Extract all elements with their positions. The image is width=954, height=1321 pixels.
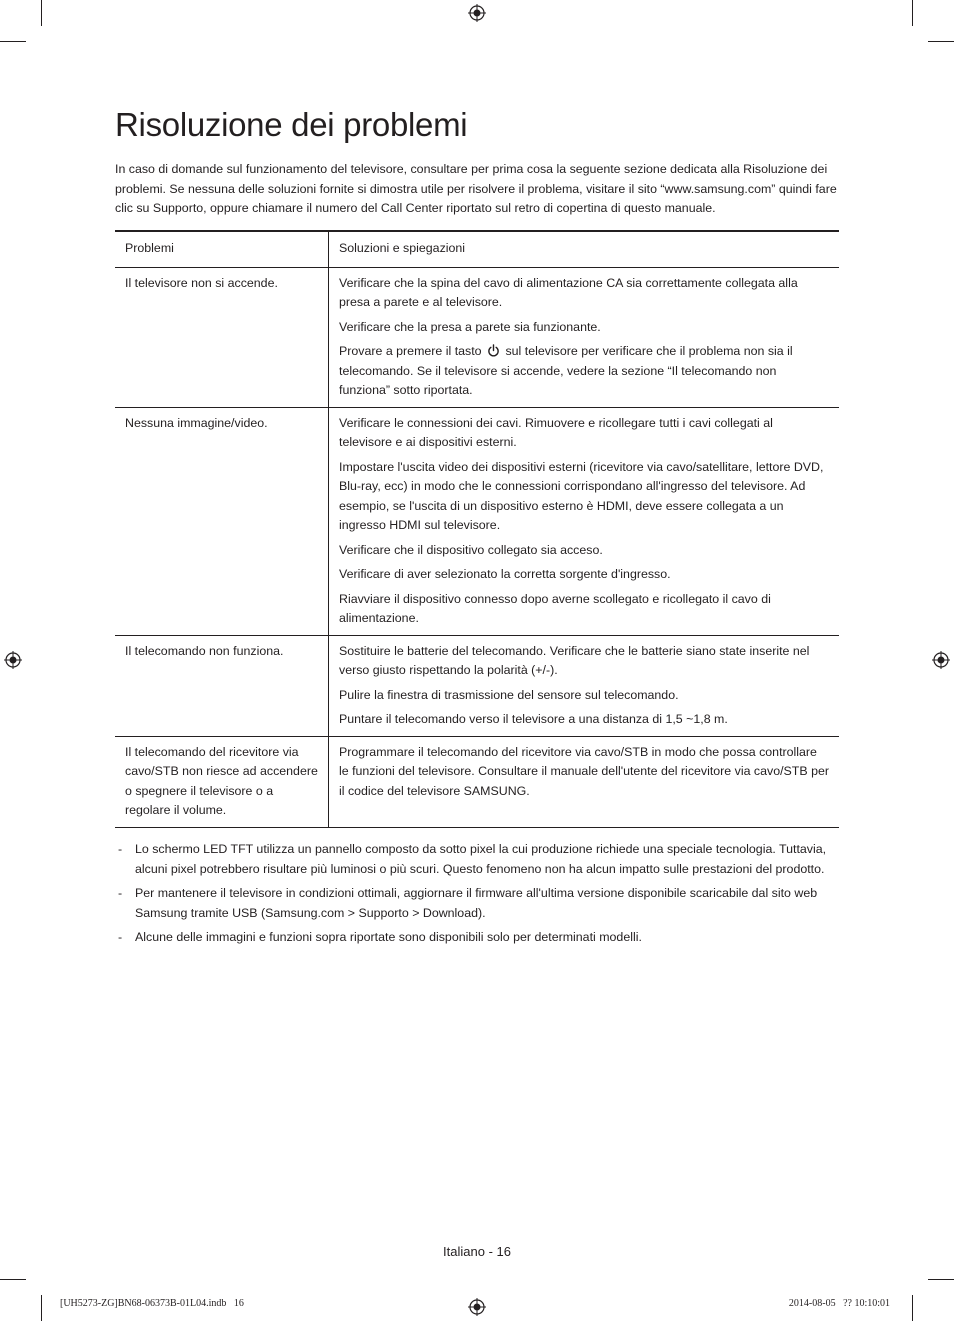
note-dash: -: [118, 886, 123, 900]
print-footer-file: [UH5273-ZG]BN68-06373B-01L04.indb 16: [60, 1298, 244, 1309]
solution-text-part: sul televisore per verificare che il problema non sia il telecomando. Se il televisore si accende, vedere la sezione “Il telecomando non funziona” sotto riportata.: [339, 344, 793, 397]
crop-mark: [41, 1295, 42, 1321]
solution-text: Verificare che la spina del cavo di alimentazione CA sia correttamente collegata alla presa a parete e al televisore.: [339, 275, 798, 309]
table-row: [115, 267, 839, 407]
column-header-problems: Problemi: [115, 231, 329, 267]
note-text: Lo schermo LED TFT utilizza un pannello composto da sotto pixel la cui produzione richiede una speciale tecnologia. Tuttavia, alcuni pixel potrebbero risultare più luminosi o più scuri. Questo fenomeno non ha alcun impatto sulle prestazioni del prodotto.: [135, 842, 827, 876]
problem-cell: Il televisore non si accende.: [115, 267, 329, 407]
crop-mark: [912, 0, 913, 26]
solutions-cell: [329, 407, 840, 635]
crop-mark: [928, 1279, 954, 1280]
solution-text: [339, 342, 829, 401]
solution-text: Verificare di aver selezionato la corretta sorgente d'ingresso.: [339, 567, 671, 581]
table-row: [115, 736, 839, 827]
note-dash: -: [118, 930, 123, 944]
solution-text: Impostare l'uscita video dei dispositivi esterni (ricevitore via cavo/satellitare, lettore DVD, Blu-ray, ecc) in modo che le connessioni corrispondano all'ingresso del televisore. Ad esempio, se l'uscita di un dispositivo esterno è HDMI, deve essere collegata a un ingresso HDMI sul televisore.: [339, 459, 824, 532]
registration-mark-icon: [468, 1298, 486, 1316]
solution-text: Verificare che il dispositivo collegato sia acceso.: [339, 542, 603, 557]
registration-mark-icon: [468, 4, 486, 22]
solutions-cell: [329, 736, 840, 827]
registration-mark-icon: [4, 651, 22, 669]
solution-text: Programmare il telecomando del ricevitore via cavo/STB in modo che possa controllare le funzioni del televisore. Consultare il manuale dell'utente del ricevitore via cavo/STB per il codice del televisore SAMSUNG.: [339, 744, 829, 798]
registration-mark-icon: [932, 651, 950, 669]
problem-cell: Il telecomando non funziona.: [115, 635, 329, 736]
table-row: [115, 635, 839, 736]
crop-mark: [928, 41, 954, 42]
solution-text: Verificare le connessioni dei cavi. Rimuovere e ricollegare tutti i cavi collegati al televisore e ai dispositivi esterni.: [339, 415, 773, 449]
troubleshooting-table: [115, 230, 839, 828]
solution-text: Riavviare il dispositivo connesso dopo averne scollegato e ricollegato il cavo di alimentazione.: [339, 591, 771, 625]
problem-cell: Nessuna immagine/video.: [115, 407, 329, 635]
page-number: Italiano - 16: [443, 1244, 511, 1259]
intro-paragraph: In caso di domande sul funzionamento del televisore, consultare per prima cosa la seguente sezione dedicata alla Risoluzione dei problemi. Se nessuna delle soluzioni fornite si dimostra utile per risolvere il problema, visitare il sito “www.samsung.com” quindi fare clic su Supporto, oppure chiamare il numero del Call Center riportato sul retro di copertina di questo manuale.: [115, 162, 837, 215]
solutions-cell: [329, 635, 840, 736]
print-footer-date: 2014-08-05 ?? 10:10:01: [788, 1298, 890, 1309]
table-row: [115, 407, 839, 635]
note-item: [115, 884, 839, 923]
crop-mark: [41, 0, 42, 26]
note-item: [115, 840, 839, 879]
problem-cell: Il telecomando del ricevitore via cavo/STB non riesce ad accendere o spegnere il televisore o a regolare il volume.: [115, 736, 329, 827]
solution-text: Verificare che la presa a parete sia funzionante.: [339, 319, 601, 334]
note-item: [115, 928, 839, 948]
crop-mark: [0, 41, 26, 42]
note-dash: -: [118, 842, 123, 856]
power-icon: [487, 344, 500, 357]
solutions-cell: [329, 267, 840, 407]
solution-text: Puntare il telecomando verso il televisore a una distanza di 1,5 ~1,8 m.: [339, 712, 728, 726]
table-header-row: [115, 231, 839, 267]
page-title: Risoluzione dei problemi: [115, 106, 468, 143]
crop-mark: [0, 1279, 26, 1280]
solution-text: Pulire la finestra di trasmissione del sensore sul telecomando.: [339, 687, 679, 702]
note-text: Alcune delle immagini e funzioni sopra riportate sono disponibili solo per determinati modelli.: [135, 930, 642, 944]
crop-mark: [912, 1295, 913, 1321]
notes-list: [115, 840, 839, 953]
note-text: Per mantenere il televisore in condizioni ottimali, aggiornare il firmware all'ultima versione disponibile scaricabile dal sito web Samsung tramite USB (Samsung.com > Supporto > Download).: [135, 886, 818, 920]
solution-text-part: Provare a premere il tasto: [339, 344, 482, 358]
solution-text: Sostituire le batterie del telecomando. Verificare che le batterie siano state inserite nel verso giusto rispettando la polarità (+/-).: [339, 643, 810, 677]
column-header-solutions: Soluzioni e spiegazioni: [329, 231, 840, 267]
